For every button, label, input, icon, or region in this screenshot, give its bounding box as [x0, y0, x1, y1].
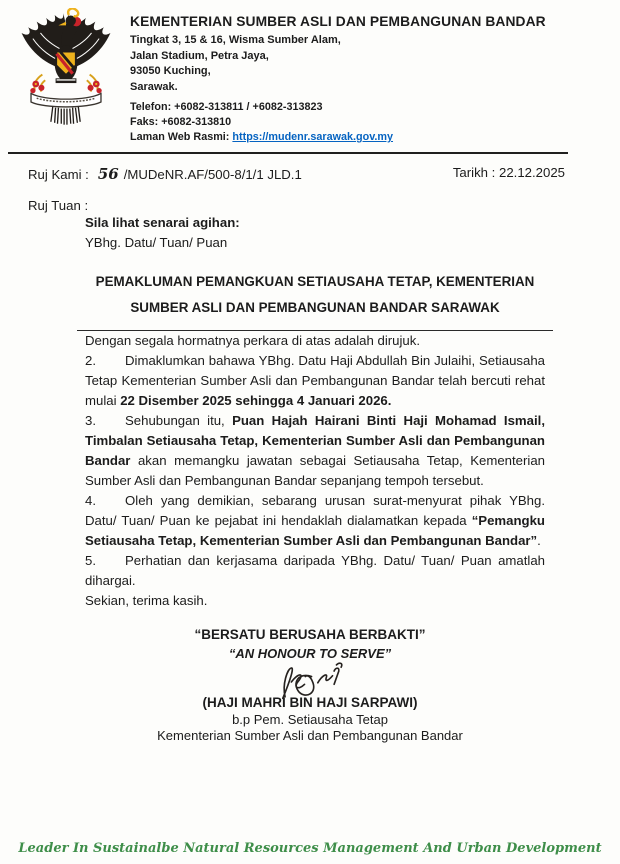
website-label: Laman Web Rasmi:: [130, 131, 230, 143]
paragraph-4: 4. Oleh yang demikian, sebarang urusan surat-menyurat pihak YBhg. Datu/ Tuan/ Puan ke pejabat ini hendaklah dialamatkan kepada “Pemangku Setiausaha Tetap, Kementerian Sumber Asli dan Pembangunan Bandar”.: [85, 493, 545, 548]
signatory-organisation: Kementerian Sumber Asli dan Pembangunan Bandar: [157, 728, 463, 743]
paragraph-5: 5. Perhatian dan kerjasama daripada YBhg. Datu/ Tuan/ Puan amatlah dihargai.: [85, 553, 545, 588]
signatory-role: b.p Pem. Setiausaha Tetap: [232, 712, 388, 727]
footer-tagline: Leader In Sustainalbe Natural Resources Management And Urban Development: [18, 841, 602, 856]
paragraph-number: 5.: [85, 553, 96, 568]
address-line: Jalan Stadium, Petra Jaya,: [130, 49, 269, 62]
motto-malay: “BERSATU BERUSAHA BERBAKTI”: [194, 627, 426, 642]
motto-english: “AN HONOUR TO SERVE”: [228, 646, 392, 661]
address-line: Sarawak.: [130, 80, 178, 93]
signoff-block: [0, 627, 620, 743]
letter-title-line1: PEMAKLUMAN PEMANGKUAN SETIAUSAHA TETAP, KEMENTERIAN: [95, 274, 535, 289]
letter-title-line2: SUMBER ASLI DAN PEMBANGUNAN BANDAR SARAWAK: [130, 300, 500, 315]
closing-line: Sekian, terima kasih.: [85, 593, 208, 608]
paragraph-1: Dengan segala hormatnya perkara di atas adalah dirujuk.: [85, 333, 421, 348]
ruj-tuan-label: Ruj Tuan :: [28, 198, 89, 213]
fax-line: Faks: +6082-313810: [130, 116, 232, 128]
address-line: Tingkat 3, 15 & 16, Wisma Sumber Alam,: [130, 34, 341, 46]
paragraph-number: 2.: [85, 353, 96, 368]
letter-title: [77, 269, 553, 331]
letterhead-text: [130, 8, 546, 145]
website-line: [130, 130, 546, 145]
distribution-note: Sila lihat senarai agihan:: [85, 215, 240, 230]
paragraph-2: 2. Dimaklumkan bahawa YBhg. Datu Haji Abdullah Bin Julaihi, Setiausaha Tetap Kementerian Sumber Asli dan Pembangunan Bandar telah bercuti rehat mulai 22 Disember 2025 sehingga 4 Januari 2026.: [85, 353, 545, 408]
letter-body: [85, 213, 545, 611]
ruj-kami-label: Ruj Kami :: [28, 167, 89, 182]
ruj-kami-ref: /MUDeNR.AF/500-8/1/1 JLD.1: [123, 167, 302, 182]
salutation: YBhg. Datu/ Tuan/ Puan: [85, 235, 228, 250]
address-line: 93050 Kuching,: [130, 65, 211, 77]
header-divider: [8, 152, 568, 154]
ruj-kami-handwritten-number: 56: [97, 165, 119, 183]
ministry-name: KEMENTERIAN SUMBER ASLI DAN PEMBANGUNAN BANDAR: [130, 14, 546, 29]
sarawak-crest-icon: [14, 8, 118, 131]
tarikh: Tarikh : 22.12.2025: [452, 165, 565, 180]
paragraph-number: 4.: [85, 493, 96, 508]
letterhead: [0, 0, 620, 145]
paragraph-number: 3.: [85, 413, 96, 428]
ruj-kami: [28, 165, 302, 183]
telephone-line: Telefon: +6082-313811 / +6082-313823: [130, 101, 323, 113]
website-link[interactable]: https://mudenr.sarawak.gov.my: [232, 131, 394, 143]
signatory-name: (HAJI MAHRI BIN HAJI SARPAWI): [202, 695, 418, 710]
paragraph-3: 3. Sehubungan itu, Puan Hajah Hairani Binti Haji Mohamad Ismail, Timbalan Setiausaha Tetap, Kementerian Sumber Asli dan Pembangunan Bandar akan memangku jawatan sebagai Setiausaha Tetap, Kementerian Sumber Asli dan Pembangunan Bandar sepanjang tempoh tersebut.: [85, 413, 545, 488]
reference-row: [28, 165, 565, 183]
